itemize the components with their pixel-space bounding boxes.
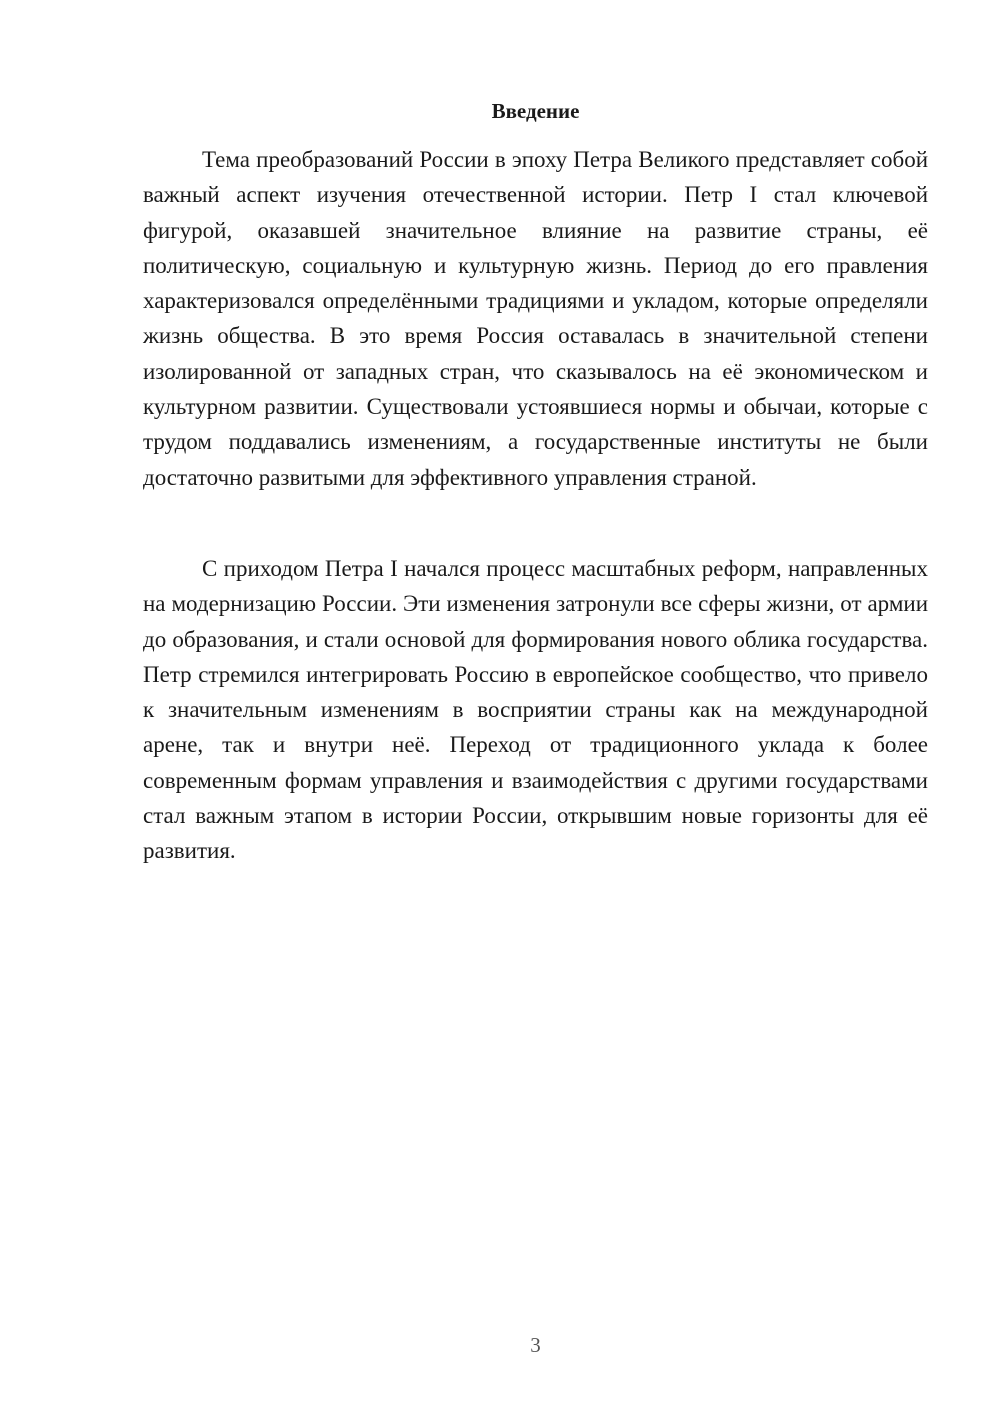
paragraph-2: С приходом Петра I начался процесс масштабных реформ, направленных на модернизацию России. Эти изменения затронули все сферы жизни, от армии до образования, и стали основой для формирования нового облика государства. Петр стремился интегрировать Россию в европейское сообщество, что привело к значительным изменениям в восприятии страны как на международной арене, так и внутри неё. Переход от традиционного уклада к более современным формам управления и взаимодействия с другими государствами стал важным этапом в истории России, открывшим новые горизонты для её развития.: [143, 556, 928, 864]
section-title: Введение: [491, 99, 580, 123]
page-number: 3: [530, 1333, 541, 1357]
paragraph-1: Тема преобразований России в эпоху Петра Великого представляет собой важный аспект изучения отечественной истории. Петр I стал ключевой фигурой, оказавшей значительное влияние на развитие страны, её политическую, социальную и культурную жизнь. Период до его правления характеризовался определёнными традициями и укладом, которые определяли жизнь общества. В это время Россия оставалась в значительной степени изолированной от западных стран, что сказывалось на её экономическом и культурном развитии. Существовали устоявшиеся нормы и обычаи, которые с трудом поддавались изменениям, а государственные институты не были достаточно развитыми для эффективного управления страной.: [143, 147, 928, 490]
